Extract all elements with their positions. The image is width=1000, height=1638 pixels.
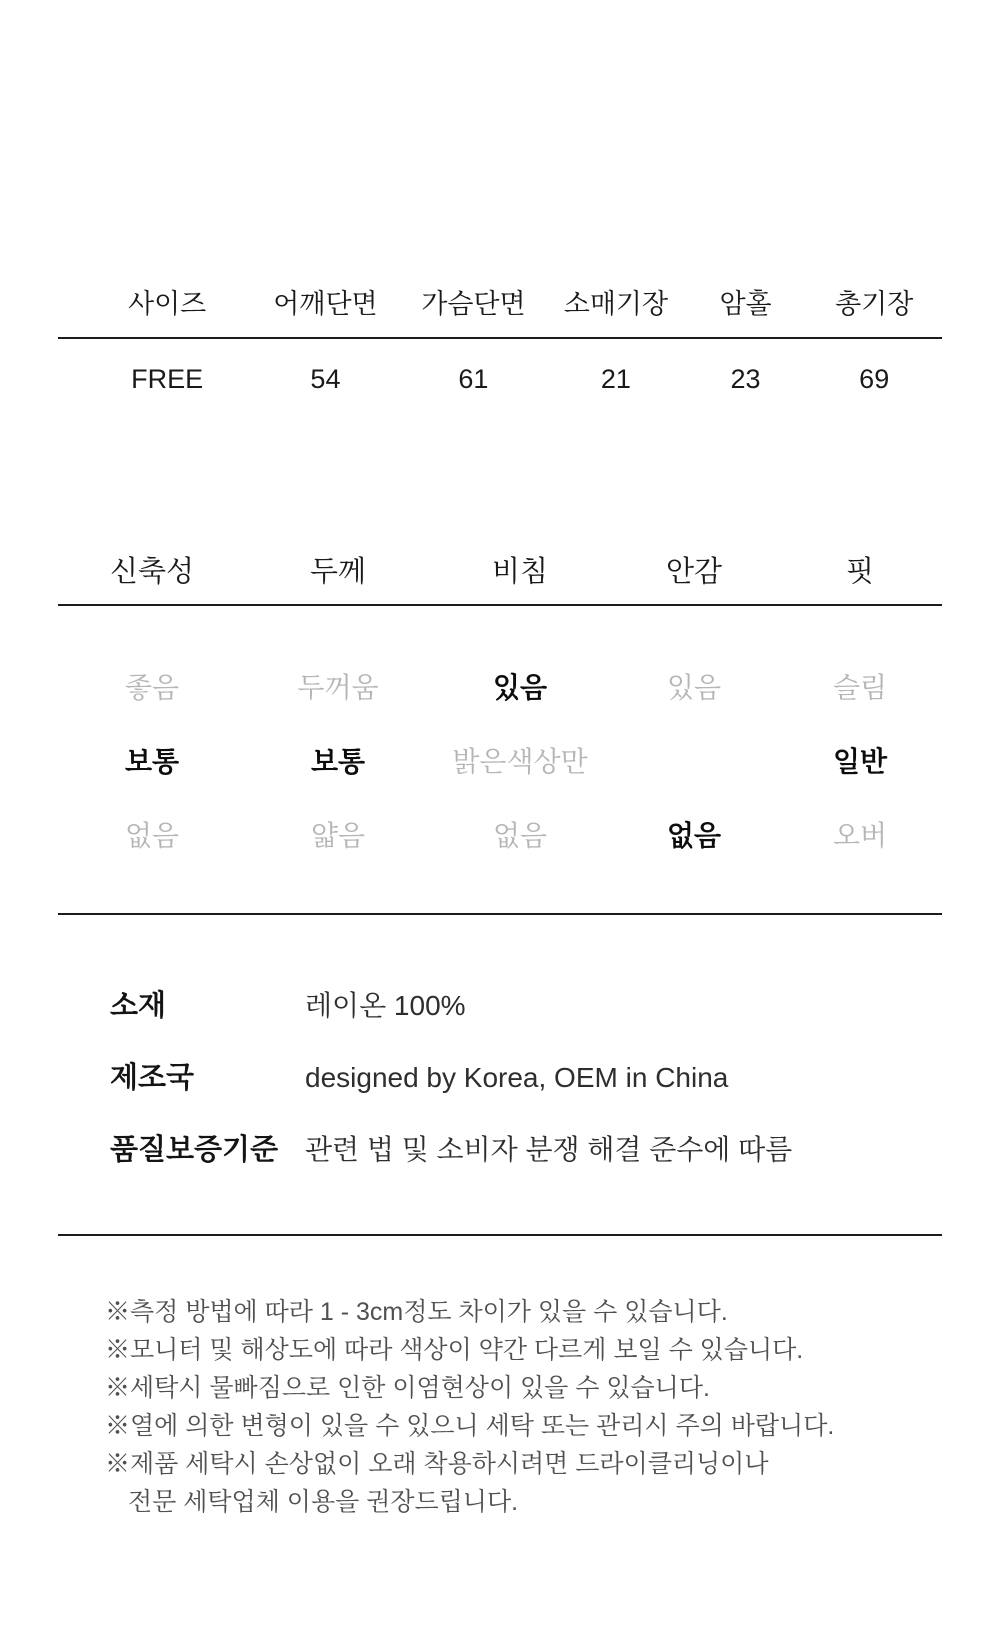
fit-column-header: 핏 <box>845 556 874 588</box>
sleeve-column-header: 소매기장 <box>563 289 669 319</box>
size-value: FREE <box>131 364 204 394</box>
lining-column-header: 안감 <box>665 556 723 588</box>
notice-line: ※제품 세탁시 손상없이 오래 착용하시려면 드라이클리닝이나 <box>105 1450 769 1478</box>
elasticity-column-header: 신축성 <box>109 556 195 588</box>
attribute-table-divider <box>58 604 942 606</box>
attr-option: 두꺼움 <box>297 672 379 703</box>
size-table-header-row <box>83 291 942 318</box>
sheerness-column-header: 비침 <box>491 556 549 588</box>
shoulder-value: 54 <box>310 364 341 394</box>
material-value: 레이온 100% <box>305 990 466 1021</box>
notice-line: ※열에 의한 변형이 있을 수 있으니 세탁 또는 관리시 주의 바랍니다. <box>105 1412 835 1440</box>
info-row-warranty <box>110 1135 942 1165</box>
country-label: 제조국 <box>110 1062 195 1094</box>
info-section-top-divider <box>58 913 942 915</box>
info-row-country <box>110 1063 942 1093</box>
notice-line-continuation: 전문 세탁업체 이용을 권장드립니다. <box>128 1488 519 1516</box>
shoulder-column-header: 어깨단면 <box>273 289 378 319</box>
info-row-material <box>110 991 942 1021</box>
armhole-value: 23 <box>730 364 761 394</box>
warranty-label: 품질보증기준 <box>110 1134 279 1166</box>
attr-option: 있음 <box>666 672 722 703</box>
attribute-options-grid <box>58 674 942 850</box>
attr-option: 없음 <box>666 820 722 851</box>
size-column-header: 사이즈 <box>127 289 207 319</box>
attr-option: 없음 <box>492 820 548 851</box>
attr-option: 좋음 <box>124 672 180 703</box>
attr-option: 밝은색상만 <box>452 746 588 777</box>
total-length-value: 69 <box>859 364 890 394</box>
attribute-header-row <box>58 558 942 587</box>
armhole-column-header: 암홀 <box>719 289 772 319</box>
attr-option: 슬림 <box>832 672 888 703</box>
country-value: designed by Korea, OEM in China <box>305 1062 729 1093</box>
material-label: 소재 <box>110 990 167 1022</box>
attr-option: 있음 <box>492 672 548 703</box>
sleeve-value: 21 <box>600 364 631 394</box>
notice-line: ※세탁시 물빠짐으로 인한 이염현상이 있을 수 있습니다. <box>105 1374 710 1402</box>
attr-option-empty <box>610 748 778 776</box>
notice-line: ※측정 방법에 따라 1 - 3cm정도 차이가 있을 수 있습니다. <box>105 1298 728 1326</box>
size-table-value-row <box>83 366 942 393</box>
attr-option: 보통 <box>124 746 180 777</box>
chest-value: 61 <box>458 364 489 394</box>
notice-line: ※모니터 및 해상도에 따라 색상이 약간 다르게 보일 수 있습니다. <box>105 1336 804 1364</box>
attr-option: 없음 <box>124 820 180 851</box>
attr-option: 일반 <box>832 746 888 777</box>
product-info-list <box>110 991 942 1207</box>
warranty-value: 관련 법 및 소비자 분쟁 해결 준수에 따름 <box>305 1134 793 1165</box>
notice-list <box>105 1293 955 1521</box>
thickness-column-header: 두께 <box>309 556 367 588</box>
attr-option: 오버 <box>832 820 888 851</box>
attr-option: 보통 <box>310 746 366 777</box>
attr-option: 얇음 <box>310 820 366 851</box>
total-length-column-header: 총기장 <box>835 289 914 319</box>
chest-column-header: 가슴단면 <box>421 289 526 319</box>
notice-section-top-divider <box>58 1234 942 1236</box>
size-table-divider <box>58 337 942 339</box>
